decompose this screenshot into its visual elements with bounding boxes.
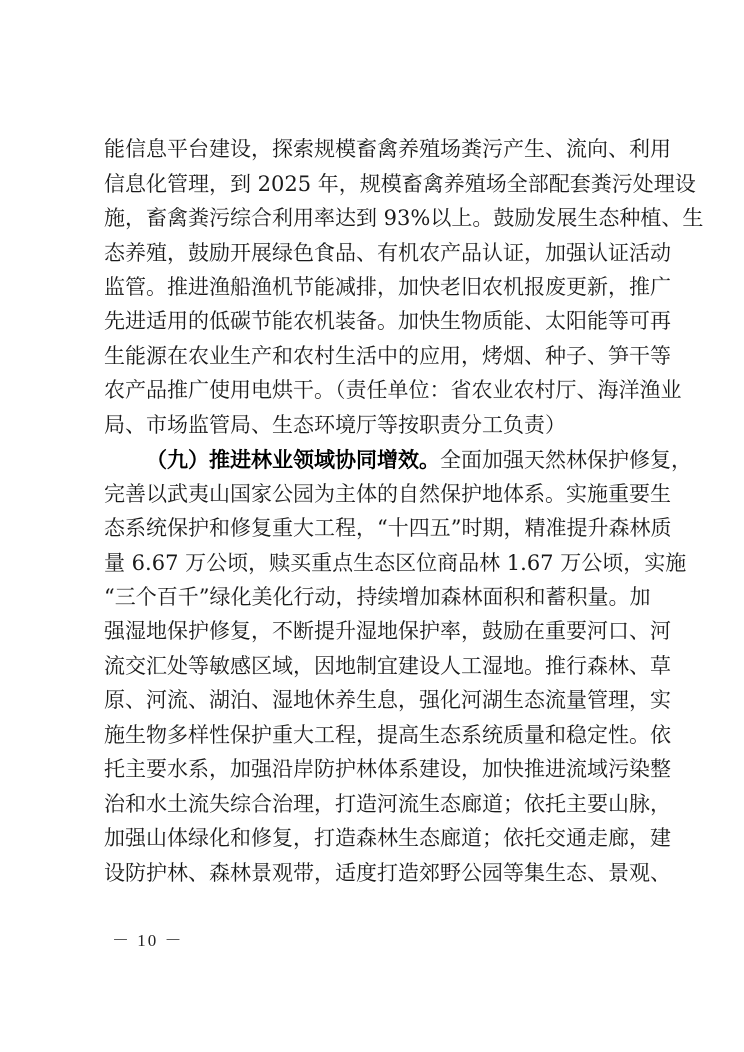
text-line: 局、市场监管局、生态环境厅等按职责分工负责） [104,413,566,437]
text-line: 信息化管理，到 2025 年，规模畜禽养殖场全部配套粪污处理设 [104,172,696,196]
text-line: 加强山体绿化和修复，打造森林生态廊道；依托交通走廊，建 [104,826,671,850]
page-number: － 10 － [112,931,184,950]
text-line: 监管。推进渔船渔机节能减排，加快老旧农机报废更新，推广 [104,275,671,299]
text-line: 治和水土流失综合治理，打造河流生态廊道；依托主要山脉， [104,792,671,816]
text-line: 完善以武夷山国家公园为主体的自然保护地体系。实施重要生 [104,482,671,506]
text-line: 能信息平台建设，探索规模畜禽养殖场粪污产生、流向、利用 [104,137,671,161]
text-line: 原、河流、湖泊、湿地休养生息，强化河湖生态流量管理，实 [104,688,671,712]
text-line: 施，畜禽粪污综合利用率达到 93%以上。鼓励发展生态种植、生 [104,206,704,230]
text-line: 农产品推广使用电烘干。（责任单位：省农业农村厅、海洋渔业 [104,378,682,402]
text-line: “三个百千”绿化美化行动，持续增加森林面积和蓄积量。加 [104,585,651,609]
text-line: 流交汇处等敏感区域，因地制宜建设人工湿地。推行森林、草 [104,654,671,678]
section-heading: （九）推进林业领域协同增效。 [146,447,440,472]
section-heading-line [146,442,692,477]
text-line: 托主要水系，加强沿岸防护林体系建设，加快推进流域污染整 [104,757,671,781]
text-line: 态养殖，鼓励开展绿色食品、有机农产品认证，加强认证活动 [104,241,671,265]
text-line: 先进适用的低碳节能农机装备。加快生物质能、太阳能等可再 [104,309,671,333]
text-line: 量 6.67 万公顷，赎买重点生态区位商品林 1.67 万公顷，实施 [104,551,687,575]
text-line: 设防护林、森林景观带，适度打造郊野公园等集生态、景观、 [104,861,671,885]
text-line: 态系统保护和修复重大工程，“十四五”时期，精准提升森林质 [104,516,672,540]
heading-tail-text: 全面加强天然林保护修复， [440,448,692,472]
text-line: 施生物多样性保护重大工程，提高生态系统质量和稳定性。依 [104,723,671,747]
text-line: 强湿地保护修复，不断提升湿地保护率，鼓励在重要河口、河 [104,619,671,643]
text-line: 生能源在农业生产和农村生活中的应用，烤烟、种子、笋干等 [104,344,671,368]
